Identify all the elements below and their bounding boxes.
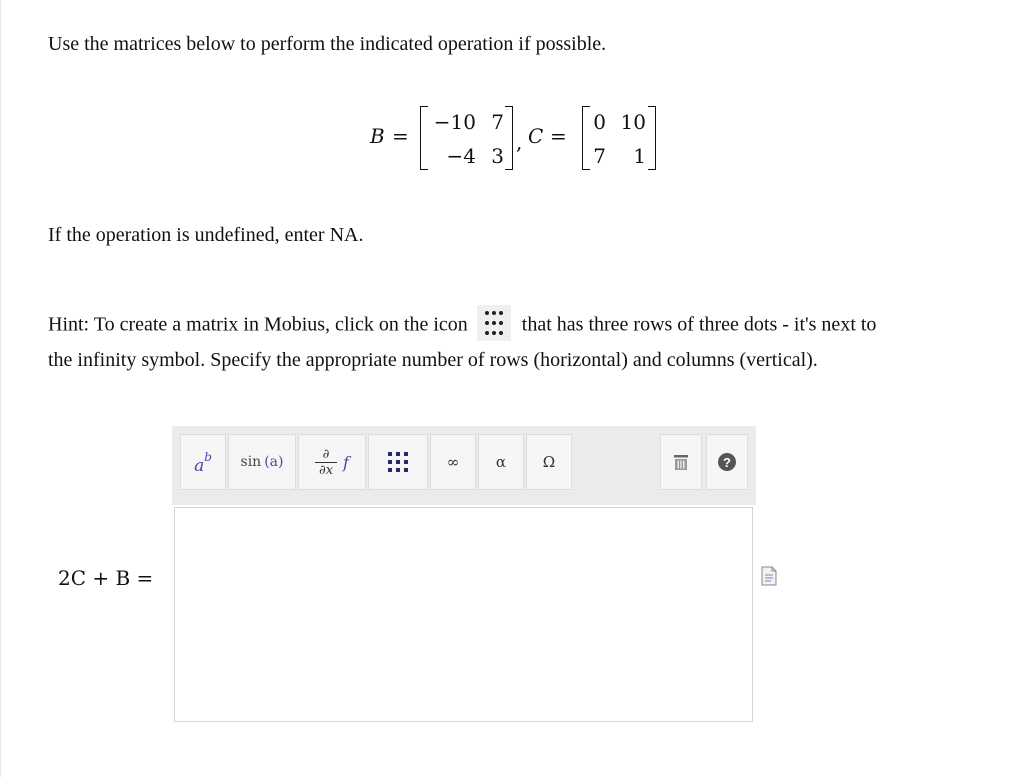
help-icon: ? <box>718 453 736 471</box>
help-button[interactable] <box>706 434 748 490</box>
matrix-grid-icon <box>385 449 411 475</box>
infinity-button[interactable] <box>430 434 476 490</box>
matrix-c-equals: = <box>550 124 567 148</box>
matrix-c-right-bracket <box>648 106 656 170</box>
matrix-b-right-bracket <box>505 106 513 170</box>
page-left-border <box>0 0 1 777</box>
omega-symbol: Ω <box>542 453 556 471</box>
derivative-denominator: ∂x <box>319 462 334 478</box>
sin-argument: (a) <box>264 454 284 470</box>
greek-lowercase-button[interactable] <box>478 434 524 490</box>
matrix-b-cell: −10 <box>433 110 476 134</box>
equation-editor-toolbar <box>172 426 756 505</box>
hint-line-1 <box>48 308 876 344</box>
derivative-button[interactable] <box>298 434 366 490</box>
matrix-button[interactable] <box>368 434 428 490</box>
matrix-separator: , <box>516 130 523 154</box>
power-base: a <box>194 456 205 476</box>
sin-button[interactable] <box>228 434 296 490</box>
matrix-grid-icon <box>477 305 511 341</box>
delete-button[interactable] <box>660 434 702 490</box>
matrix-c-cell: 7 <box>593 144 606 168</box>
question-instruction: Use the matrices below to perform the indicated operation if possible. <box>48 33 607 55</box>
matrix-c-cell: 10 <box>620 110 646 134</box>
trash-icon <box>672 453 690 471</box>
derivative-function: f <box>343 452 349 472</box>
derivative-fraction <box>315 447 337 478</box>
derivative-numerator: ∂ <box>322 446 330 462</box>
answer-input-area[interactable] <box>174 507 753 722</box>
alpha-symbol: α <box>495 453 507 471</box>
matrix-c-cell: 0 <box>593 110 606 134</box>
answer-label: 2C + B = <box>58 566 154 590</box>
hint-text-after: that has three rows of three dots - it's next to <box>521 313 877 336</box>
power-button[interactable] <box>180 434 226 490</box>
power-exponent: b <box>204 450 212 464</box>
matrix-c-cell: 1 <box>633 144 646 168</box>
matrix-b-cell: 7 <box>491 110 504 134</box>
matrix-b-cell: −4 <box>446 144 476 168</box>
matrix-b-cell: 3 <box>491 144 504 168</box>
document-preview-icon[interactable] <box>760 566 778 586</box>
matrix-c-name: C <box>528 124 544 148</box>
sin-label: sin <box>240 454 262 470</box>
matrix-b-name: B <box>370 124 385 148</box>
greek-uppercase-button[interactable] <box>526 434 572 490</box>
hint-text-before: Hint: To create a matrix in Mobius, click on the icon <box>48 313 468 336</box>
undefined-note: If the operation is undefined, enter NA. <box>48 224 364 246</box>
matrix-b-left-bracket <box>420 106 428 170</box>
matrix-c-left-bracket <box>582 106 590 170</box>
hint-line-2: the infinity symbol. Specify the appropriate number of rows (horizontal) and columns (vertical). <box>48 349 818 371</box>
matrix-b-equals: = <box>392 124 409 148</box>
infinity-symbol: ∞ <box>446 453 460 471</box>
